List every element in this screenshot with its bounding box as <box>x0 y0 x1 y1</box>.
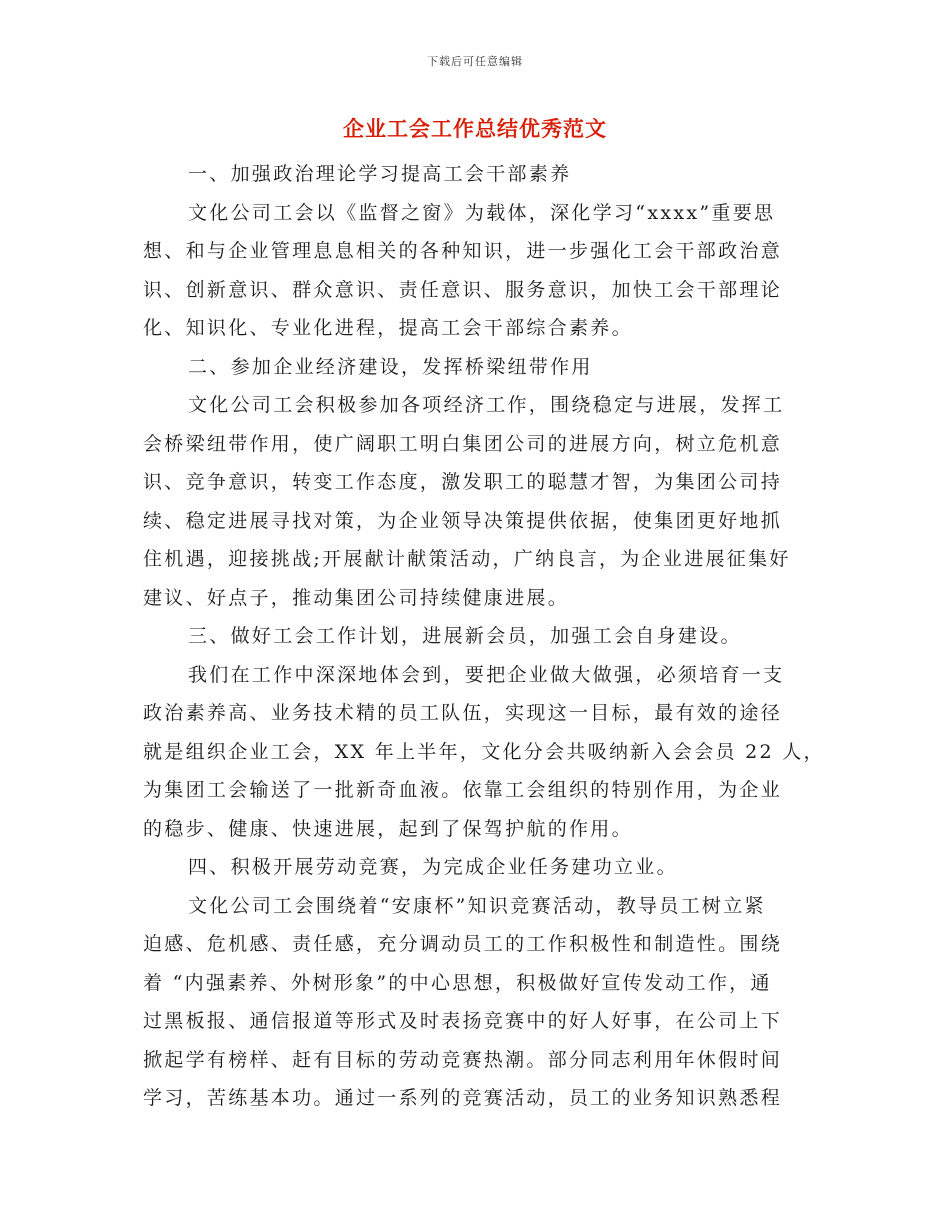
text-line: 识、竞争意识，转变工作态度，激发职工的聪慧才智，为集团公司持 <box>143 471 783 493</box>
text-line: 识、创新意识、群众意识、责任意识、服务意识，加快工会干部理论 <box>143 278 783 301</box>
document-body <box>143 155 825 1118</box>
text-line: 文化公司工会以《监督之窗》为载体，深化学习“xxxx”重要思 <box>188 201 776 224</box>
text-line: 化、知识化、专业化进程，提高工会干部综合素养。 <box>143 317 633 339</box>
text-line: 二、参加企业经济建设，发挥桥梁纽带作用 <box>188 355 593 378</box>
text-line: 想、和与企业管理息息相关的各种知识，进一步强化工会干部政治意 <box>143 240 783 262</box>
text-line: 为集团工会输送了一批新奇血液。依靠工会组织的特别作用，为企业 <box>143 779 783 801</box>
text-line: 的稳步、健康、快速进展，起到了保驾护航的作用。 <box>143 817 633 840</box>
text-line: 过黑板报、通信报道等形式及时表扬竞赛中的好人好事，在公司上下 <box>143 1010 783 1032</box>
text-line: 学习，苦练基本功。通过一系列的竞赛活动，员工的业务知识熟悉程 <box>143 1087 783 1109</box>
text-line: 政治素养高、业务技术精的员工队伍，实现这一目标，最有效的途径 <box>143 702 783 724</box>
text-line: 会桥梁纽带作用，使广阔职工明白集团公司的进展方向，树立危机意 <box>143 432 783 455</box>
text-line: 文化公司工会积极参加各项经济工作，围绕稳定与进展，发挥工 <box>188 394 785 416</box>
text-line: 三、做好工会工作计划，进展新会员，加强工会自身建设。 <box>188 625 742 647</box>
text-line: 就是组织企业工会，XX 年上半年，文化分会共吸纳新入会会员 22 人， <box>143 740 825 763</box>
text-line: 掀起学有榜样、赶有目标的劳动竞赛热潮。部分同志利用年休假时间 <box>143 1048 783 1071</box>
header-note: 下载后可任意编辑 <box>427 55 523 68</box>
text-line: 四、积极开展劳动竞赛，为完成企业任务建功立业。 <box>188 856 678 878</box>
text-line: 住机遇，迎接挑战;开展献计献策活动，广纳良言，为企业进展征集好 <box>143 548 791 570</box>
text-line: 建议、好点子，推动集团公司持续健康进展。 <box>143 586 570 609</box>
text-line: 迫感、危机感、责任感，充分调动员工的工作积极性和制造性。围绕 <box>143 933 783 955</box>
text-line: 一、加强政治理论学习提高工会干部素养 <box>188 163 572 185</box>
document-title: 企业工会工作总结优秀范文 <box>343 116 607 141</box>
text-line: 我们在工作中深深地体会到，要把企业做大做强，必须培育一支 <box>188 663 785 686</box>
text-line: 着 “内强素养、外树形象”的中心思想，积极做好宣传发动工作，通 <box>143 971 772 994</box>
text-line: 续、稳定进展寻找对策，为企业领导决策提供依据，使集团更好地抓 <box>143 509 783 532</box>
text-line: 文化公司工会围绕着“安康杯”知识竞赛活动，教导员工树立紧 <box>188 894 766 917</box>
